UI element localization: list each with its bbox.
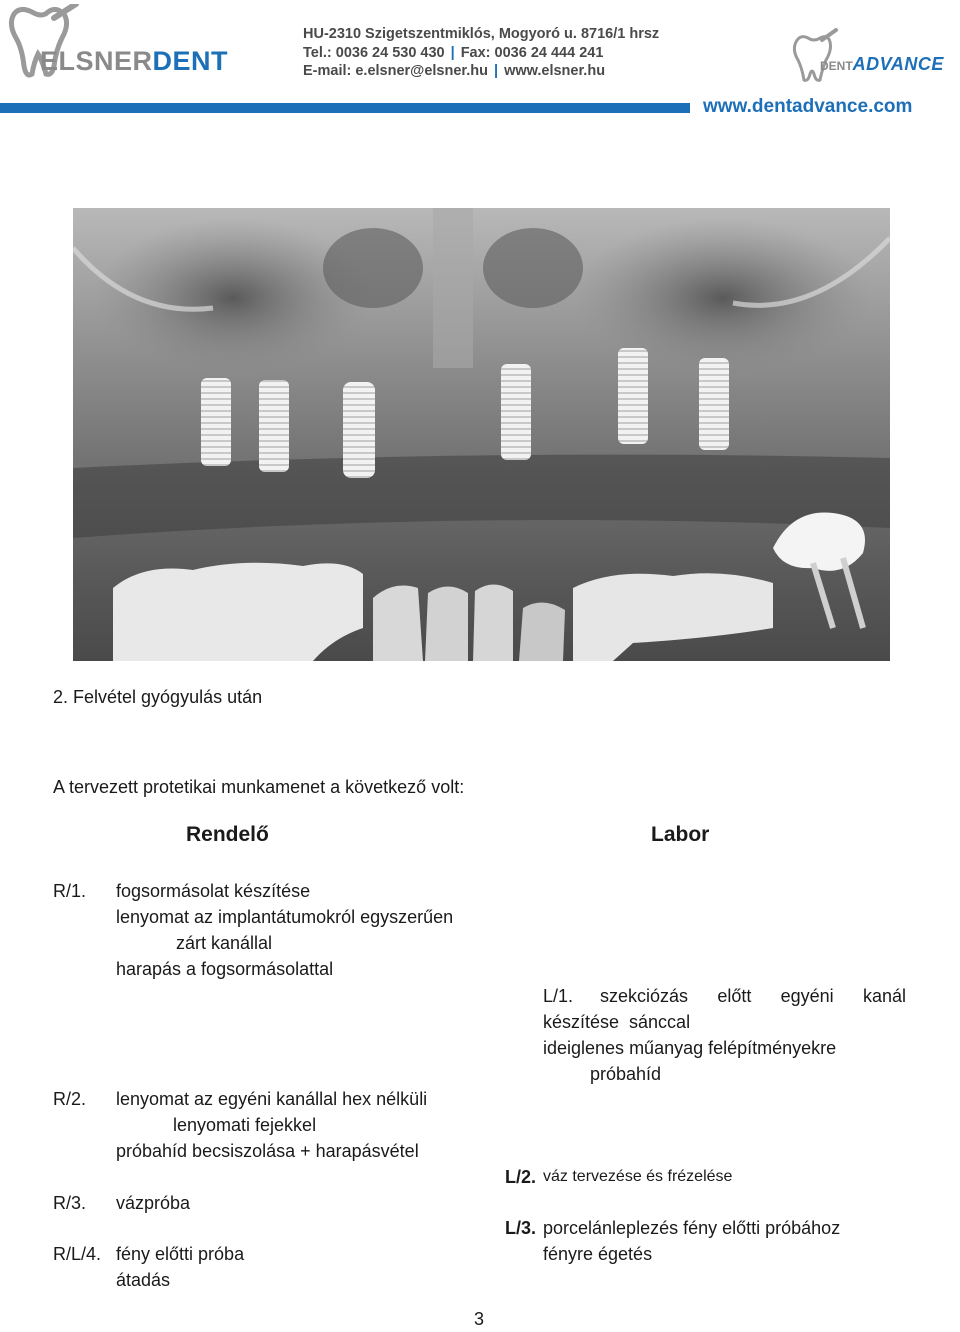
phone-fax-line	[303, 44, 659, 63]
step-r1-line: lenyomat az implantátumokról egyszerűen	[116, 907, 454, 927]
website-link[interactable]: www.dentadvance.com	[703, 96, 913, 117]
implant-6	[699, 358, 729, 450]
step-l3-line: porcelánleplezés fény előtti próbához	[543, 1218, 841, 1238]
step-rl4-line: fény előtti próba	[116, 1244, 245, 1264]
step-r2-line: próbahíd becsiszolása + harapásvétel	[116, 1141, 419, 1161]
brand-part-dent: DENT	[820, 59, 853, 73]
column-title-rendelo: Rendelő	[186, 823, 269, 846]
step-code-rl4: R/L/4.	[53, 1244, 102, 1264]
column-title-labor: Labor	[651, 823, 710, 846]
step-l3-line: fényre égetés	[543, 1244, 653, 1264]
step-r2-line: lenyomat az egyéni kanállal hex nélküli	[116, 1089, 428, 1109]
separator: |	[450, 44, 455, 61]
step-code-r2: R/2.	[53, 1089, 87, 1109]
intro-text: A tervezett protetikai munkamenet a következő volt:	[53, 777, 465, 797]
page-number: 3	[474, 1309, 485, 1329]
email-text: E-mail: e.elsner@elsner.hu	[303, 63, 488, 79]
step-r1-line: fogsormásolat készítése	[116, 881, 311, 901]
step-code-r3: R/3.	[53, 1193, 87, 1213]
step-code-l1: L/1.	[543, 986, 574, 1006]
header-accent-bar	[0, 103, 690, 113]
brand-part-elsner: ELSNER	[40, 46, 153, 76]
step-r1-line: harapás a fogsormásolattal	[116, 959, 334, 979]
implant-1	[201, 378, 231, 466]
step-code-r1: R/1.	[53, 881, 87, 901]
step-l1-line: próbahíd	[590, 1064, 662, 1084]
step-r3-line: vázpróba	[116, 1193, 191, 1213]
word: szekciózás	[600, 986, 689, 1006]
web-small-text: www.elsner.hu	[504, 63, 606, 79]
separator: |	[494, 63, 499, 79]
word: egyéni	[780, 986, 834, 1006]
step-l1-line: készítése sánccal	[543, 1012, 691, 1032]
implant-2	[259, 380, 289, 472]
step-r2-line: lenyomati fejekkel	[173, 1115, 317, 1135]
brand-part-dent: DENT	[152, 46, 229, 76]
step-l1-line: ideiglenes műanyag felépítményekre	[543, 1038, 837, 1058]
implant-4	[501, 364, 531, 460]
dental-xray-image	[73, 208, 890, 661]
address-line: HU-2310 Szigetszentmiklós, Mogyoró u. 8716/1 hrsz	[303, 26, 660, 42]
elsnerdent-brand	[40, 46, 228, 77]
word: kanál	[862, 986, 906, 1006]
step-r1-line: zárt kanállal	[176, 933, 273, 953]
step-code-l2: L/2.	[505, 1167, 537, 1187]
fax-text: Fax: 0036 24 444 241	[460, 44, 604, 61]
implant-3	[343, 382, 375, 478]
email-web-line	[303, 62, 659, 81]
dentadvance-brand	[820, 54, 944, 75]
step-l2-line: váz tervezése és frézelése	[543, 1168, 733, 1185]
step-code-l3: L/3.	[505, 1218, 537, 1238]
step-rl4-line: átadás	[116, 1270, 171, 1290]
tel-text: Tel.: 0036 24 530 430	[303, 44, 445, 61]
implant-5	[618, 348, 648, 444]
brand-part-advance: ADVANCE	[852, 54, 944, 74]
step-l1-first-line	[600, 983, 906, 1009]
figure-caption: 2. Felvétel gyógyulás után	[53, 687, 263, 707]
contact-block	[303, 25, 659, 81]
word: előtt	[717, 986, 752, 1006]
